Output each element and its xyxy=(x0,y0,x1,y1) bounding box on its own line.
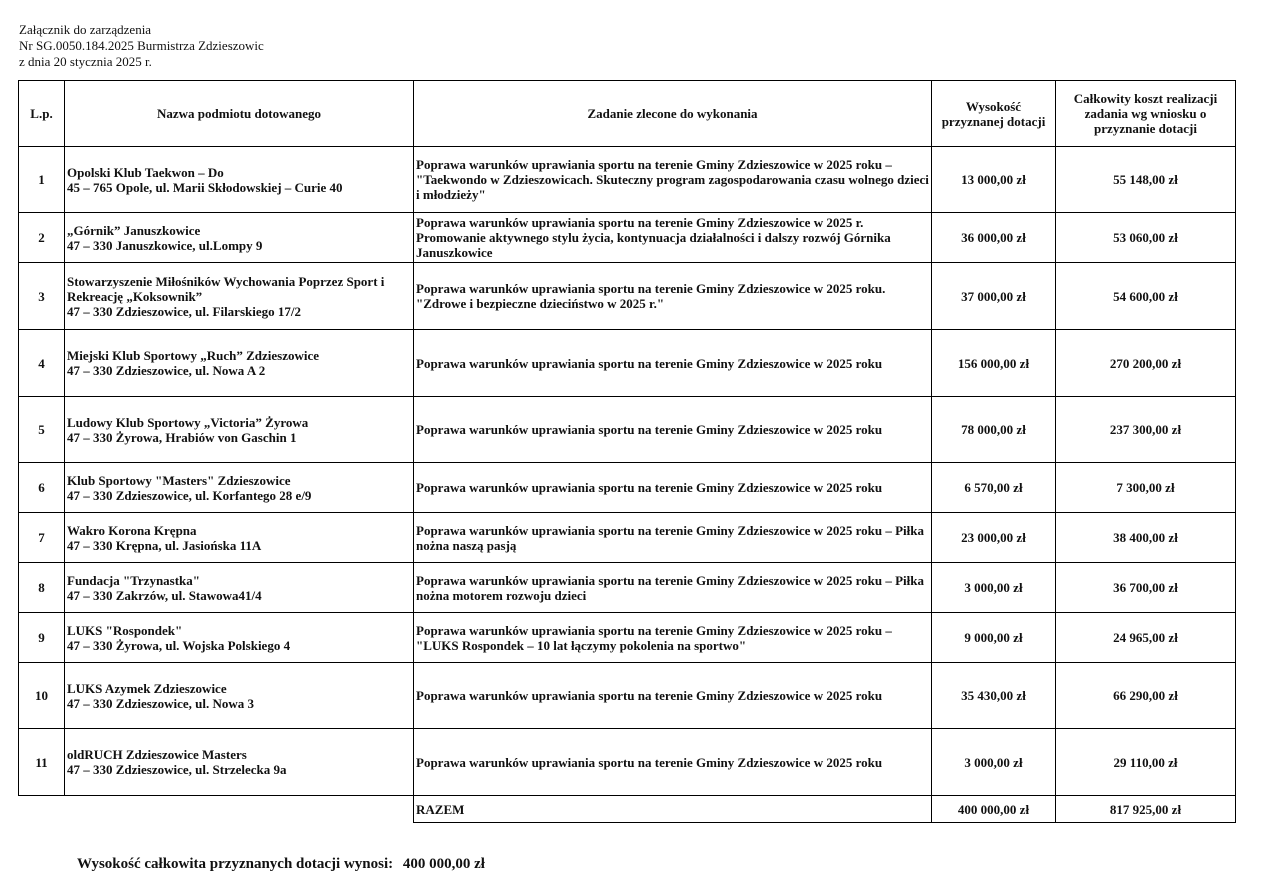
row-grant: 13 000,00 zł xyxy=(932,147,1056,213)
table-row xyxy=(19,663,1236,729)
summary-value: 400 000,00 zł xyxy=(402,856,485,872)
entity-address: 47 – 330 Zdzieszowice, ul. Nowa A 2 xyxy=(67,363,266,378)
summary-line xyxy=(77,856,485,873)
row-task: Poprawa warunków uprawiania sportu na terenie Gminy Zdzieszowice w 2025 roku – Piłka nożna motorem rozwoju dzieci xyxy=(414,563,932,613)
total-blank xyxy=(19,796,414,823)
row-grant: 3 000,00 zł xyxy=(932,729,1056,796)
row-entity xyxy=(65,147,414,213)
entity-name: Fundacja "Trzynastka" xyxy=(67,572,201,588)
col-header-cost: Całkowity koszt realizacji zadania wg wniosku o przyznanie dotacji xyxy=(1056,81,1236,147)
row-entity xyxy=(65,330,414,397)
table-row xyxy=(19,563,1236,613)
table-row xyxy=(19,147,1236,213)
row-cost: 36 700,00 zł xyxy=(1056,563,1236,613)
row-cost: 38 400,00 zł xyxy=(1056,513,1236,563)
row-task: Poprawa warunków uprawiania sportu na terenie Gminy Zdzieszowice w 2025 roku xyxy=(414,729,932,796)
table-row xyxy=(19,513,1236,563)
row-task: Poprawa warunków uprawiania sportu na terenie Gminy Zdzieszowice w 2025 roku – Piłka nożna naszą pasją xyxy=(414,513,932,563)
entity-name: LUKS "Rospondek" xyxy=(67,622,183,638)
col-header-lp: L.p. xyxy=(19,81,65,147)
row-task: Poprawa warunków uprawiania sportu na terenie Gminy Zdzieszowice w 2025 roku – "Taekwondo w Zdzieszowicach. Skuteczny program zagospodarowania czasu wolnego dzieci i młodzieży" xyxy=(414,147,932,213)
entity-name: Miejski Klub Sportowy „Ruch” Zdzieszowice xyxy=(67,348,320,363)
col-header-task: Zadanie zlecone do wykonania xyxy=(414,81,932,147)
row-entity xyxy=(65,397,414,463)
row-entity xyxy=(65,563,414,613)
entity-name: Klub Sportowy "Masters" Zdzieszowice xyxy=(67,472,291,488)
header-line-3: z dnia 20 stycznia 2025 r. xyxy=(19,54,152,69)
row-cost: 53 060,00 zł xyxy=(1056,213,1236,263)
entity-address: 47 – 330 Zdzieszowice, ul. Korfantego 28 e/9 xyxy=(67,487,312,503)
row-grant: 156 000,00 zł xyxy=(932,330,1056,397)
entity-address: 47 – 330 Januszkowice, ul.Lompy 9 xyxy=(67,237,263,253)
row-entity xyxy=(65,213,414,263)
row-lp: 4 xyxy=(19,330,65,397)
entity-address: 47 – 330 Żyrowa, ul. Wojska Polskiego 4 xyxy=(67,637,291,653)
header-line-2: Nr SG.0050.184.2025 Burmistrza Zdzieszowic xyxy=(19,38,264,53)
row-lp: 6 xyxy=(19,463,65,513)
row-cost: 55 148,00 zł xyxy=(1056,147,1236,213)
total-label: RAZEM xyxy=(414,796,932,823)
entity-address: 47 – 330 Zdzieszowice, ul. Nowa 3 xyxy=(67,695,255,711)
row-lp: 2 xyxy=(19,213,65,263)
total-cost: 817 925,00 zł xyxy=(1056,796,1236,823)
row-task: Poprawa warunków uprawiania sportu na terenie Gminy Zdzieszowice w 2025 roku xyxy=(414,463,932,513)
col-header-grant: Wysokość przyznanej dotacji xyxy=(932,81,1056,147)
entity-name: LUKS Azymek Zdzieszowice xyxy=(67,680,227,696)
row-grant: 35 430,00 zł xyxy=(932,663,1056,729)
row-grant: 3 000,00 zł xyxy=(932,563,1056,613)
row-task: Poprawa warunków uprawiania sportu na terenie Gminy Zdzieszowice w 2025 r. Promowanie aktywnego stylu życia, kontynuacja działalności i dalszy rozwój Górnika Januszkowice xyxy=(414,213,932,263)
row-grant: 37 000,00 zł xyxy=(932,263,1056,330)
entity-address: 47 – 330 Krępna, ul. Jasiońska 11A xyxy=(67,537,262,553)
table-row xyxy=(19,729,1236,796)
col-header-name: Nazwa podmiotu dotowanego xyxy=(65,81,414,147)
entity-name: Ludowy Klub Sportowy „Victoria” Żyrowa xyxy=(67,414,309,430)
row-cost: 7 300,00 zł xyxy=(1056,463,1236,513)
row-grant: 78 000,00 zł xyxy=(932,397,1056,463)
row-grant: 36 000,00 zł xyxy=(932,213,1056,263)
entity-address: 47 – 330 Zdzieszowice, ul. Strzelecka 9a xyxy=(67,762,287,777)
row-task: Poprawa warunków uprawiania sportu na terenie Gminy Zdzieszowice w 2025 roku – "LUKS Rospondek – 10 lat łączymy pokolenia na sportwo" xyxy=(414,613,932,663)
row-cost: 66 290,00 zł xyxy=(1056,663,1236,729)
table-row xyxy=(19,613,1236,663)
header-line-1: Załącznik do zarządzenia xyxy=(19,22,152,37)
row-entity xyxy=(65,513,414,563)
row-entity xyxy=(65,463,414,513)
entity-address: 47 – 330 Zakrzów, ul. Stawowa41/4 xyxy=(67,587,262,603)
entity-name: „Górnik” Januszkowice xyxy=(67,222,201,238)
entity-address: 47 – 330 Zdzieszowice, ul. Filarskiego 17/2 xyxy=(67,303,301,319)
table-row xyxy=(19,213,1236,263)
row-entity xyxy=(65,263,414,330)
row-cost: 270 200,00 zł xyxy=(1056,330,1236,397)
row-task: Poprawa warunków uprawiania sportu na terenie Gminy Zdzieszowice w 2025 roku. "Zdrowe i bezpieczne dzieciństwo w 2025 r." xyxy=(414,263,932,330)
total-row xyxy=(19,796,1236,823)
entity-name: Stowarzyszenie Miłośników Wychowania Poprzez Sport i Rekreację „Koksownik” xyxy=(67,273,385,304)
row-cost: 237 300,00 zł xyxy=(1056,397,1236,463)
row-lp: 7 xyxy=(19,513,65,563)
row-cost: 24 965,00 zł xyxy=(1056,613,1236,663)
entity-name: oldRUCH Zdzieszowice Masters xyxy=(67,747,247,762)
row-lp: 11 xyxy=(19,729,65,796)
row-cost: 54 600,00 zł xyxy=(1056,263,1236,330)
row-entity xyxy=(65,613,414,663)
row-lp: 10 xyxy=(19,663,65,729)
row-cost: 29 110,00 zł xyxy=(1056,729,1236,796)
grants-table xyxy=(18,80,1236,823)
row-grant: 23 000,00 zł xyxy=(932,513,1056,563)
row-task: Poprawa warunków uprawiania sportu na terenie Gminy Zdzieszowice w 2025 roku xyxy=(414,330,932,397)
row-lp: 8 xyxy=(19,563,65,613)
entity-address: 45 – 765 Opole, ul. Marii Skłodowskiej – Curie 40 xyxy=(67,179,343,195)
row-entity xyxy=(65,729,414,796)
row-task: Poprawa warunków uprawiania sportu na terenie Gminy Zdzieszowice w 2025 roku xyxy=(414,397,932,463)
row-lp: 5 xyxy=(19,397,65,463)
total-grant: 400 000,00 zł xyxy=(932,796,1056,823)
document-header xyxy=(19,22,264,70)
entity-address: 47 – 330 Żyrowa, Hrabiów von Gaschin 1 xyxy=(67,429,297,445)
row-grant: 6 570,00 zł xyxy=(932,463,1056,513)
table-header-row xyxy=(19,81,1236,147)
row-entity xyxy=(65,663,414,729)
summary-label: Wysokość całkowita przyznanych dotacji wynosi: xyxy=(77,856,394,872)
row-lp: 1 xyxy=(19,147,65,213)
entity-name: Wakro Korona Krępna xyxy=(67,522,197,538)
table-row xyxy=(19,330,1236,397)
row-grant: 9 000,00 zł xyxy=(932,613,1056,663)
row-task: Poprawa warunków uprawiania sportu na terenie Gminy Zdzieszowice w 2025 roku xyxy=(414,663,932,729)
table-row xyxy=(19,463,1236,513)
table-row xyxy=(19,397,1236,463)
row-lp: 9 xyxy=(19,613,65,663)
entity-name: Opolski Klub Taekwon – Do xyxy=(67,164,224,180)
table-row xyxy=(19,263,1236,330)
row-lp: 3 xyxy=(19,263,65,330)
